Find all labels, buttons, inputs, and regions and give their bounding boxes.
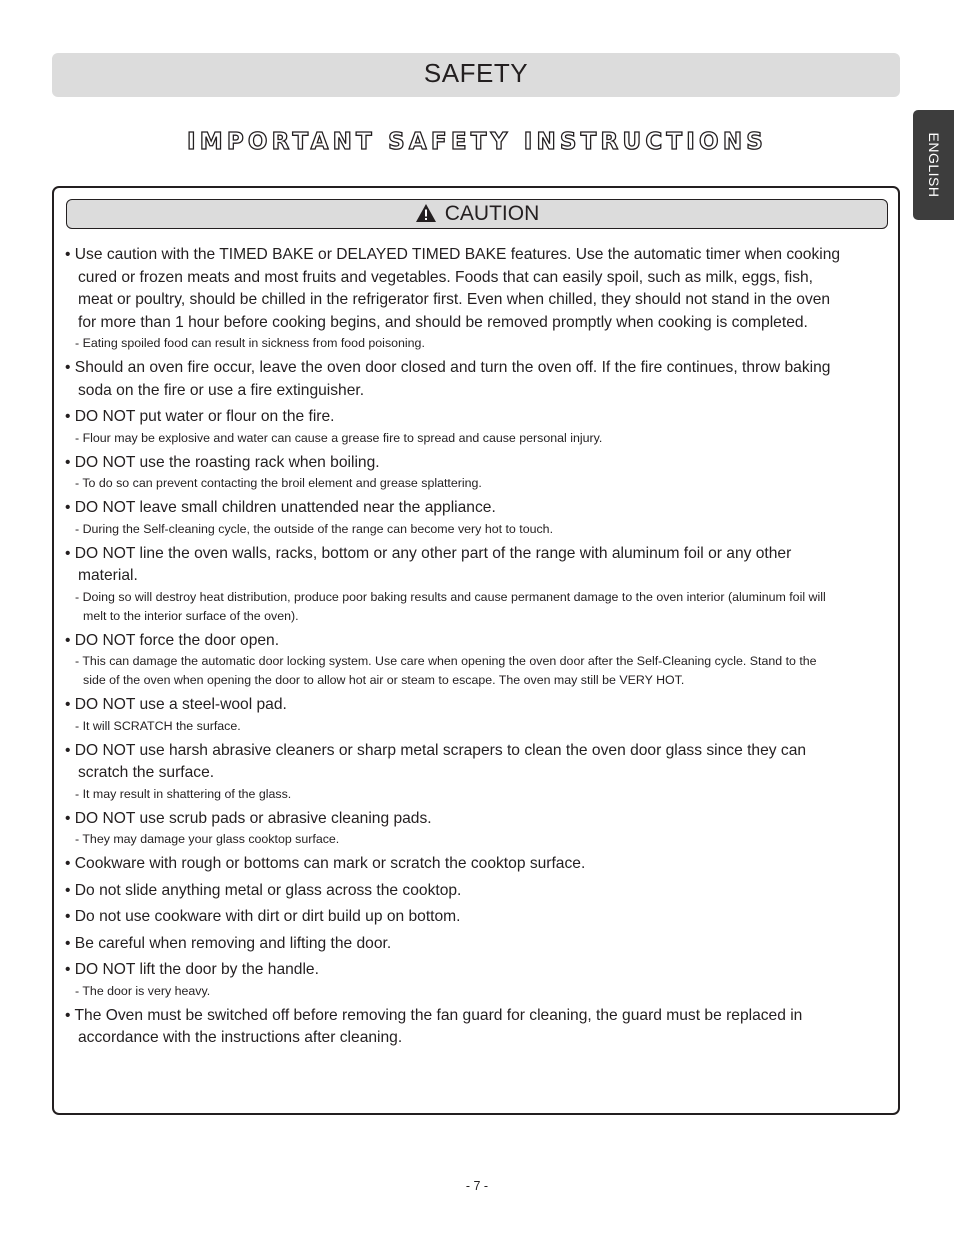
bullet-text: • DO NOT lift the door by the handle. [62, 959, 842, 982]
list-item [62, 933, 842, 956]
main-heading: IMPORTANT SAFETY INSTRUCTIONS [186, 129, 768, 155]
bullet-text: • Cookware with rough or bottoms can mark or scratch the cooktop surface. [62, 853, 842, 876]
list-item [62, 406, 842, 448]
sub-note: - It may result in shattering of the glass. [62, 785, 842, 804]
page-number: - 7 - [465, 1179, 489, 1193]
list-item [62, 808, 842, 850]
bullet-text: • Use caution with the TIMED BAKE or DELAYED TIMED BAKE features. Use the automatic timer when cooking cured or frozen meats and most fruits and vegetables. Foods that can easily spoil, such as milk, eggs, fish, meat or poultry, should be chilled in the refrigerator first. Even when chilled, they should not stand in the oven for more than 1 hour before cooking begins, and should be removed promptly when cooking is completed. [62, 244, 842, 334]
bullet-text: • The Oven must be switched off before removing the fan guard for cleaning, the guard must be replaced in accordance with the instructions after cleaning. [62, 1005, 842, 1050]
bullet-text: • DO NOT put water or flour on the fire. [62, 406, 842, 429]
sub-note: - During the Self-cleaning cycle, the outside of the range can become very hot to touch. [62, 520, 842, 539]
list-item [62, 497, 842, 539]
sub-note: - The door is very heavy. [62, 982, 842, 1001]
list-item [62, 357, 842, 402]
section-title: SAFETY [423, 58, 529, 88]
sub-note: - To do so can prevent contacting the broil element and grease splattering. [62, 474, 842, 493]
warning-triangle-icon [415, 203, 437, 223]
section-header-bar [52, 53, 900, 97]
list-item [62, 1005, 842, 1050]
bullet-text: • Do not slide anything metal or glass across the cooktop. [62, 880, 842, 903]
sub-note: - Flour may be explosive and water can cause a grease fire to spread and cause personal injury. [62, 429, 842, 448]
list-item [62, 880, 842, 903]
bullet-text: • DO NOT line the oven walls, racks, bottom or any other part of the range with aluminum foil or any other material. [62, 543, 842, 588]
bullet-text: • DO NOT use scrub pads or abrasive cleaning pads. [62, 808, 842, 831]
list-item [62, 630, 842, 691]
language-tab-label: ENGLISH [925, 132, 942, 198]
bullet-text: • DO NOT use harsh abrasive cleaners or sharp metal scrapers to clean the oven door glass since they can scratch the surface. [62, 740, 842, 785]
list-item [62, 959, 842, 1001]
sub-note: - Doing so will destroy heat distribution, produce poor baking results and cause permanent damage to the oven interior (aluminum foil will melt to the interior surface of the oven). [62, 588, 842, 626]
sub-note: - It will SCRATCH the surface. [62, 717, 842, 736]
list-item [62, 452, 842, 494]
bullet-text: • DO NOT use a steel-wool pad. [62, 694, 842, 717]
bullet-text: • Do not use cookware with dirt or dirt build up on bottom. [62, 906, 842, 929]
list-item [62, 853, 842, 876]
sub-note: - They may damage your glass cooktop surface. [62, 830, 842, 849]
list-item [62, 906, 842, 929]
caution-label: CAUTION [444, 202, 540, 225]
list-item [62, 244, 842, 353]
sub-note: - Eating spoiled food can result in sickness from food poisoning. [62, 334, 842, 353]
bullet-text: • DO NOT use the roasting rack when boiling. [62, 452, 842, 475]
list-item [62, 740, 842, 804]
safety-instructions-list [62, 240, 842, 1050]
bullet-text: • Should an oven fire occur, leave the oven door closed and turn the oven off. If the fire continues, throw baking soda on the fire or use a fire extinguisher. [62, 357, 842, 402]
bullet-text: • Be careful when removing and lifting the door. [62, 933, 842, 956]
bullet-text: • DO NOT leave small children unattended near the appliance. [62, 497, 842, 520]
caution-header [66, 199, 888, 229]
bullet-text: • DO NOT force the door open. [62, 630, 842, 653]
sub-note: - This can damage the automatic door locking system. Use care when opening the oven door after the Self-Cleaning cycle. Stand to the side of the oven when opening the door to allow hot air or steam to escape. The oven may still be VERY HOT. [62, 652, 842, 690]
list-item [62, 543, 842, 626]
language-tab[interactable] [913, 110, 954, 220]
list-item [62, 694, 842, 736]
